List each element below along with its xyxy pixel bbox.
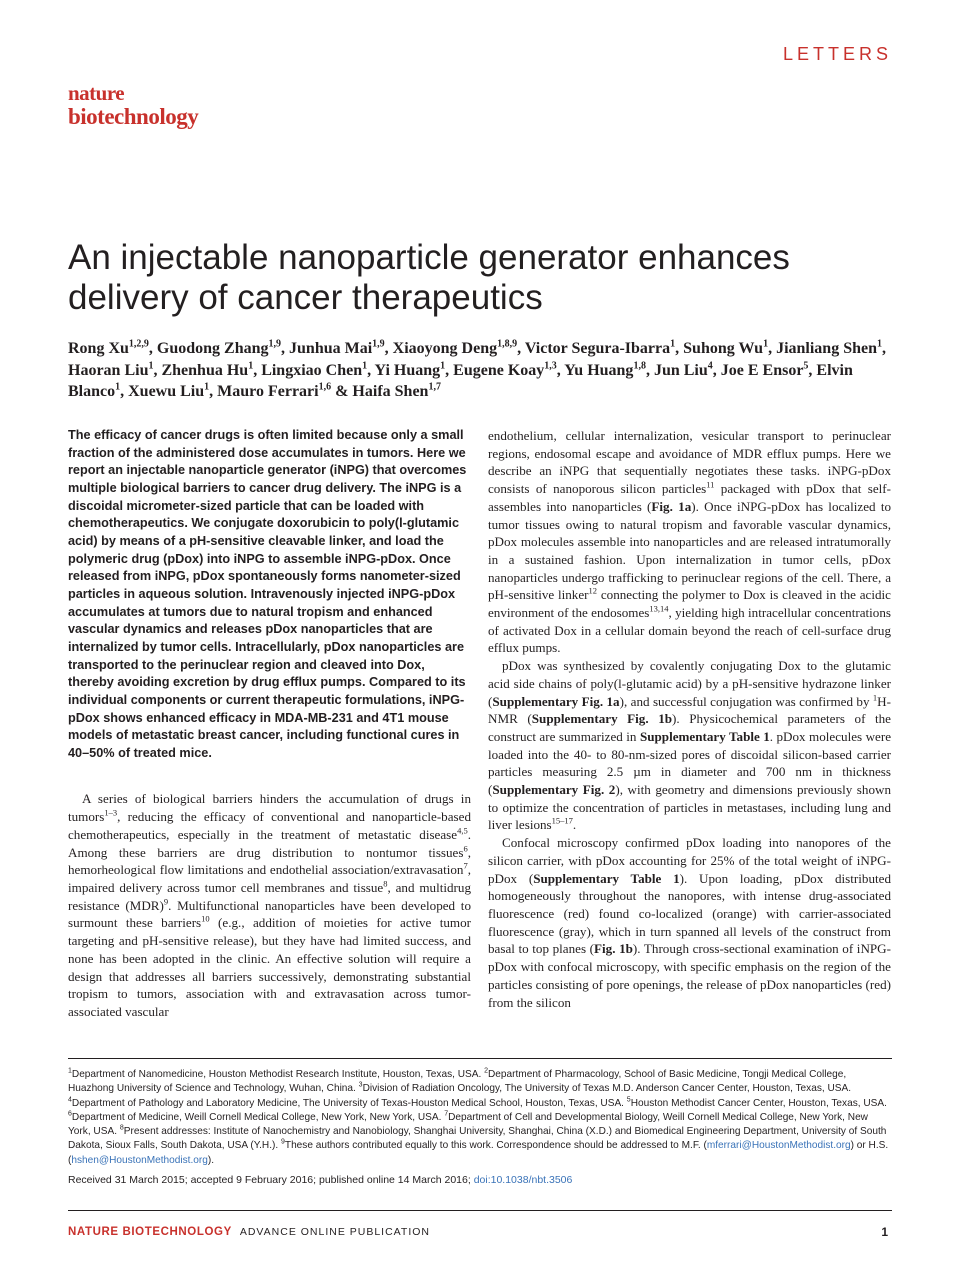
footnote-divider	[68, 1058, 892, 1059]
reference-superscript: 6	[463, 843, 468, 854]
running-footer	[68, 1226, 430, 1238]
author-name: Xuewu Liu$^1$	[128, 381, 210, 400]
author-name: Guodong Zhang$^{1,9}$	[156, 338, 282, 357]
author-affiliation-superscript: 1	[204, 381, 210, 393]
author-affiliation-superscript: 1,8,9	[497, 338, 518, 350]
author-name: Haoran Liu$^1$	[68, 360, 154, 379]
reference-superscript: 7	[444, 1110, 449, 1118]
received-dates: Received 31 March 2015; accepted 9 February 2016; published online 14 March 2016;	[68, 1174, 474, 1186]
email-link[interactable]: hshen@HoustonMethodist.org	[71, 1154, 208, 1166]
author-name: Jianliang Shen$^1$	[776, 338, 882, 357]
body-paragraph: Confocal microscopy confirmed pDox loading into nanopores of the silicon carrier, with pDox accounting for 25% of the total weight of iNPG-pDox (Supplementary Table 1). Upon loading, pDox distributed homogeneously throughout the nanopores, with intense drug-associated fluorescence (red) found co-localized (orange) with carrier-associated fluorescence (gray), which in turn spanned all levels of the construct from basal to top planes (Fig. 1b). Through cross-sectional examination of iNPG-pDox with confocal microscopy, with specific emphasis on the region of the particles consisting of pore openings, the release of pDox nanoparticles (red) from the silicon	[488, 835, 891, 1010]
figure-reference: Supplementary Fig. 1a	[492, 693, 620, 709]
reference-superscript: 6	[68, 1110, 72, 1118]
reference-superscript: 3	[358, 1081, 363, 1089]
reference-superscript: 9	[163, 896, 169, 907]
author-name: Xiaoyong Deng$^{1,8,9}$	[392, 338, 518, 357]
author-name: Yi Huang$^1$	[374, 360, 446, 379]
footer-journal-name: NATURE BIOTECHNOLOGY	[68, 1226, 232, 1238]
author-name: Haifa Shen$^{1,7}$	[352, 381, 441, 400]
author-name: Eugene Koay$^{1,3}$	[453, 360, 557, 379]
reference-superscript: 1	[872, 692, 878, 703]
reference-superscript: 8	[119, 1124, 124, 1132]
author-name: Rong Xu$^{1,2,9}$	[68, 338, 149, 357]
author-affiliation-superscript: 1,7	[428, 381, 441, 393]
reference-superscript: 11	[706, 479, 715, 490]
email-link[interactable]: mferrari@HoustonMethodist.org	[706, 1140, 851, 1152]
author-affiliation-superscript: 1,2,9	[128, 338, 149, 350]
author-affiliation-superscript: 1	[248, 360, 254, 372]
author-name: Joe E Ensor$^5$	[720, 360, 809, 379]
reference-superscript: 4,5	[457, 825, 468, 836]
body-paragraph: A series of biological barriers hinders the accumulation of drugs in tumors$^{1-3}$, reducing the efficacy of conventional and nanoparticle-based chemotherapeutics, especially in the treatment of metastatic disease$^{4,5}$. Among these barriers are drug distribution to nontumor tissues$^6$, hemorheological flow limitations and endothelial association/extravasation$^7$, impaired delivery across tumor cell membranes and tissue$^8$, and multidrug resistance (MDR)$^9$. Multifunctional nanoparticles have been developed to surmount these barriers$^{10}$ (e.g., addition of moieties for active tumor targeting and pH-sensitive release), but they have had limited success, and none has been adopted in the clinic. An effective solution will require a design that addresses all barriers successively, demonstrating substantial tropism to tumors, association with and extravasation across tumor-associated vascular	[68, 791, 471, 1019]
author-affiliation-superscript: 1,6	[318, 381, 332, 393]
author-name: Suhong Wu$^1$	[683, 338, 769, 357]
author-name: Lingxiao Chen$^1$	[261, 360, 368, 379]
figure-reference: Fig. 1a	[651, 498, 692, 514]
section-label: LETTERS	[782, 44, 892, 64]
author-list: Rong Xu$^{1,2,9}$, Guodong Zhang$^{1,9}$, Junhua Mai$^{1,9}$, Xiaoyong Deng$^{1,8,9}$, Victor Segura-Ibarra$^1$, Suhong Wu$^1$, Jianliang Shen$^1$, Haoran Liu$^1$, Zhenhua Hu$^1$, Lingxiao Chen$^1$, Yi Huang$^1$, Eugene Koay$^{1,3}$, Yu Huang$^{1,8}$, Jun Liu$^4$, Joe E Ensor$^5$, Elvin Blanco$^1$, Xuewu Liu$^1$, Mauro Ferrari$^{1,6}$ & Haifa Shen$^{1,7}$	[68, 338, 886, 400]
author-name: Victor Segura-Ibarra$^1$	[524, 338, 676, 357]
reference-superscript: 2	[484, 1067, 488, 1075]
reference-superscript: 9	[281, 1139, 285, 1147]
author-name: Mauro Ferrari$^{1,6}$	[217, 381, 332, 400]
figure-reference: Fig. 1b	[594, 941, 633, 957]
reference-superscript: 7	[463, 860, 468, 871]
author-name: Yu Huang$^{1,8}$	[564, 360, 646, 379]
author-affiliation-superscript: 1,3	[544, 360, 557, 372]
reference-superscript: 10	[201, 914, 210, 925]
doi-link[interactable]: doi:10.1038/nbt.3506	[473, 1174, 573, 1186]
footer-divider	[68, 1210, 892, 1211]
reference-superscript: 1–3	[104, 807, 118, 818]
logo-line-2: biotechnology	[68, 104, 199, 129]
author-name: Elvin Blanco$^1$	[68, 361, 853, 400]
author-affiliation-superscript: 4	[707, 360, 713, 372]
author-name: Junhua Mai$^{1,9}$	[289, 338, 385, 357]
author-affiliation-superscript: 1,9	[372, 338, 385, 350]
author-affiliation-superscript: 1	[877, 338, 882, 350]
abstract: The efficacy of cancer drugs is often limited because only a small fraction of the administered dose accumulates in tumors. Here we report an injectable nanoparticle generator (iNPG) that overcomes multiple biological barriers to cancer drug delivery. The iNPG is a discoidal micrometer-sized particle that can be loaded with chemotherapeutics. We conjugate doxorubicin to poly(l-glutamic acid) by means of a pH-sensitive cleavable linker, and load the polymeric drug (pDox) into iNPG to assemble iNPG-pDox. Once released from iNPG, pDox spontaneously forms nanometer-sized particles in aqueous solution. Intravenously injected iNPG-pDox accumulates at tumors due to natural tropism and enhanced vascular dynamics and releases pDox nanoparticles that are internalized by tumor cells. Intracellularly, pDox nanoparticles are transported to the perinuclear region and cleaved into Dox, thereby avoiding excretion by drug efflux pumps. Compared to its individual components or current therapeutic formulations, iNPG-pDox shows enhanced efficacy in MDA-MB-231 and 4T1 mouse models of metastatic breast cancer, including functional cures in 40–50% of treated mice.	[68, 428, 467, 760]
reference-superscript: 12	[588, 585, 598, 596]
author-name: Jun Liu$^4$	[653, 360, 713, 379]
reference-superscript: 15–17	[551, 816, 573, 827]
author-name: Zhenhua Hu$^1$	[161, 360, 254, 379]
author-affiliation-superscript: 1	[763, 338, 769, 350]
author-affiliation-superscript: 1	[148, 360, 154, 372]
affiliations: $^1$Department of Nanomedicine, Houston Methodist Research Institute, Houston, Texas, USA. $^2$Department of Pharmacology, School of Basic Medicine, Tongji Medical College, Huazhong University of Science and Technology, Wuhan, China. $^3$Division of Radiation Oncology, The University of Texas M.D. Anderson Cancer Center, Houston, Texas, USA. $^4$Department of Pathology and Laboratory Medicine, The University of Texas-Houston Medical School, Houston, Texas, USA. $^5$Houston Methodist Cancer Center, Houston, Texas, USA. $^6$Department of Medicine, Weill Cornell Medical College, New York, New York, USA. $^7$Department of Cell and Developmental Biology, Weill Cornell Medical College, New York, New York, USA. $^8$Present addresses: Institute of Nanochemistry and Nanobiology, Shanghai University, Shanghai, China (X.D.) and Biomedical Engineering Department, University of South Dakota, Sioux Falls, South Dakota, USA (Y.H.). $^9$These authors contributed equally to this work. Correspondence should be addressed to M.F. (mferrari@HoustonMethodist.org) or H.S. (hshen@HoustonMethodist.org).	[68, 1067, 889, 1166]
figure-reference: Supplementary Fig. 1b	[531, 711, 673, 727]
author-affiliation-superscript: 1	[362, 360, 368, 372]
body-paragraph: pDox was synthesized by covalently conjugating Dox to the glutamic acid side chains of poly(l-glutamic acid) by a pH-sensitive hydrazone linker (Supplementary Fig. 1a), and successful conjugation was confirmed by $^1$H-NMR (Supplementary Fig. 1b). Physicochemical parameters of the construct are summarized in Supplementary Table 1. pDox molecules were loaded into the 40- to 80-nm-sized pores of discoidal silicon-based carrier particles measuring 2.5 µm in diameter and 700 nm in thickness (Supplementary Fig. 2), with geometry and dimensions previously shown to optimize the concentration of particles in metastases, including lung and liver lesions$^{15-17}$.	[488, 658, 892, 833]
figure-reference: Supplementary Table 1	[639, 728, 770, 744]
reference-superscript: 13,14	[649, 603, 669, 614]
author-affiliation-superscript: 1,9	[268, 338, 282, 350]
footer-publication: ADVANCE ONLINE PUBLICATION	[239, 1226, 430, 1238]
figure-reference: Supplementary Fig. 2	[492, 782, 616, 798]
reference-superscript: 5	[626, 1096, 631, 1104]
journal-logo	[68, 83, 198, 129]
body-paragraph: endothelium, cellular internalization, vesicular transport to perinuclear regions, endosomal escape and avoidance of MDR efflux pumps. Here we describe an iNPG that sequentially negotiates these tasks. iNPG-pDox consists of nanoporous silicon particles$^{11}$ packaged with pDox that self-assembles into nanoparticles (Fig. 1a). Once iNPG-pDox has localized to tumor tissues owing to natural tropism and favorable vascular dynamics, pDox molecules assemble into nanoparticles and are released intratumorally in a sustained fashion. Upon internalization in tumor cells, pDox nanoparticles undergo trafficking to perinuclear regions of the cell. There, a pH-sensitive linker$^{12}$ connecting the polymer to Dox is cleaved in the acidic environment of the endosomes$^{13,14}$, yielding high intracellular concentrations of activated Dox in a cellular domain beyond the reach of cell-surface drug efflux pumps.	[488, 428, 892, 656]
figure-reference: Supplementary Table 1	[533, 870, 680, 886]
intro-paragraph	[68, 790, 471, 1020]
reference-superscript: 4	[68, 1096, 72, 1104]
right-column	[488, 427, 891, 1011]
reference-superscript: 8	[383, 878, 388, 889]
author-affiliation-superscript: 1	[440, 360, 446, 372]
author-affiliation-superscript: 1	[670, 338, 676, 350]
page-number: 1	[881, 1225, 888, 1239]
reference-superscript: 1	[68, 1067, 72, 1075]
author-affiliation-superscript: 1	[115, 381, 121, 393]
publication-dates	[68, 1174, 572, 1186]
author-affiliation-superscript: 5	[803, 360, 809, 372]
article-title: An injectable nanoparticle generator enhances delivery of cancer therapeutics	[68, 238, 790, 317]
logo-line-1: nature	[68, 81, 125, 105]
left-column	[68, 427, 471, 1021]
author-affiliation-superscript: 1,8	[633, 360, 646, 372]
